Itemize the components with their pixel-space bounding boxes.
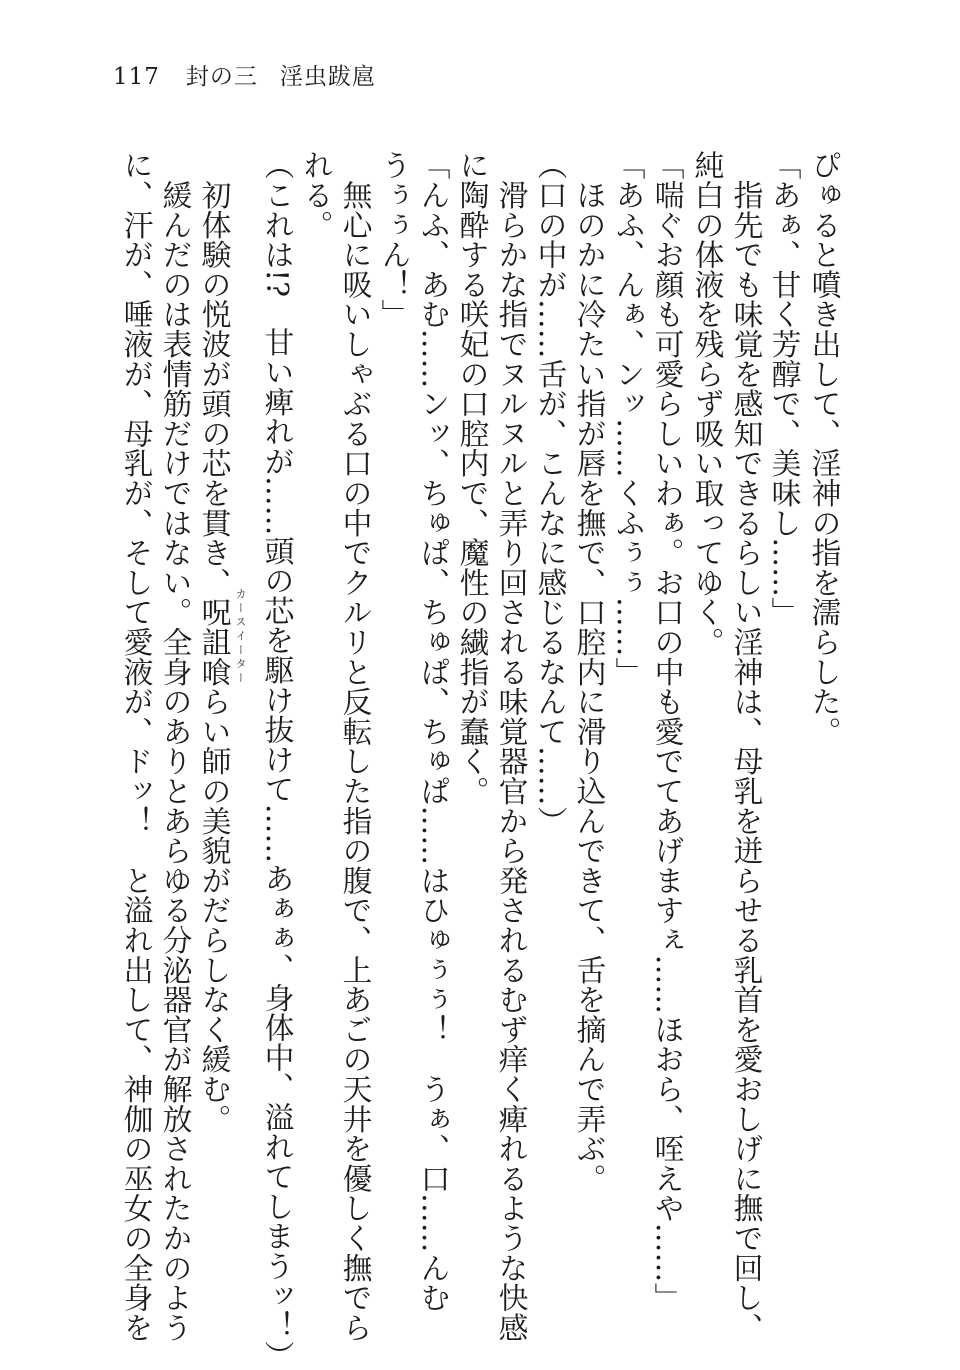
- text-line: （これは!? 甘い痺れが……頭の芯を駆け抜けて……あぁぁ、身体中、溢れてしまうッ！）: [259, 150, 294, 1370]
- text-line: れる。: [298, 150, 333, 240]
- furigana-ruby: カースイーター: [234, 588, 247, 686]
- text-line: 純白の体液を残らず吸い取ってゆく。: [689, 150, 724, 657]
- text-line: 緩んだのは表情筋だけではない。全身のありとあらゆる分泌器官が解放されたかのよう: [157, 150, 192, 1342]
- text-line: 「んふ、あむ……ンッ、ちゅぱ、ちゅぱ、ちゅぱ……はひゅぅぅ！ うぁ、口……んむ: [415, 150, 450, 1313]
- running-header: [113, 58, 376, 91]
- text-line: に、汗が、唾液が、母乳が、そして愛液が、ドッ！ と溢れ出して、神伽の巫女の全身を: [118, 150, 153, 1342]
- text-line: 無心に吸いしゃぶる口の中でクルリと反転した指の腹で、上あごの天井を優しく撫でら: [337, 150, 372, 1342]
- text-line: ほのかに冷たい指が唇を撫で、口腔内に滑り込んできて、舌を摘んで弄ぶ。: [571, 150, 606, 1193]
- text-line: 滑らかな指でヌルヌルと弄り回される味覚器官から発されるむず痒く痺れるような快感: [493, 150, 528, 1342]
- text-line: 初体験の悦波が頭の芯を貫き、呪詛喰らい師の美貌がだらしなく緩む。: [196, 150, 231, 1134]
- text-line: うぅぅん！」: [376, 150, 411, 329]
- text-line: 「喘ぐお顔も可愛らしいわぁ。お口の中も愛でてあげますぇ……ほおら、咥えや……」: [649, 150, 684, 1313]
- text-line: （口の中が……舌が、こんなに感じるなんて……）: [532, 150, 567, 836]
- page-number: 117: [113, 64, 160, 90]
- chapter-subtitle: 淫虫跋扈: [279, 64, 376, 90]
- text-line: に陶酔する咲妃の口腔内で、魔性の繊指が蠢く。: [454, 150, 489, 806]
- text-line: 「あぁ、甘く芳醇で、美味し……」: [766, 150, 801, 627]
- text-line: ぴゅると噴き出して、淫神の指を濡らした。: [806, 150, 841, 746]
- section-title: 封の三: [185, 64, 258, 90]
- text-line: 「あふ、んぁ、ンッ……くふぅぅ……」: [610, 150, 645, 687]
- text-line: 指先でも味覚を感知できるらしい淫神は、母乳を迸らせる乳首を愛おしげに撫で回し、: [728, 150, 763, 1342]
